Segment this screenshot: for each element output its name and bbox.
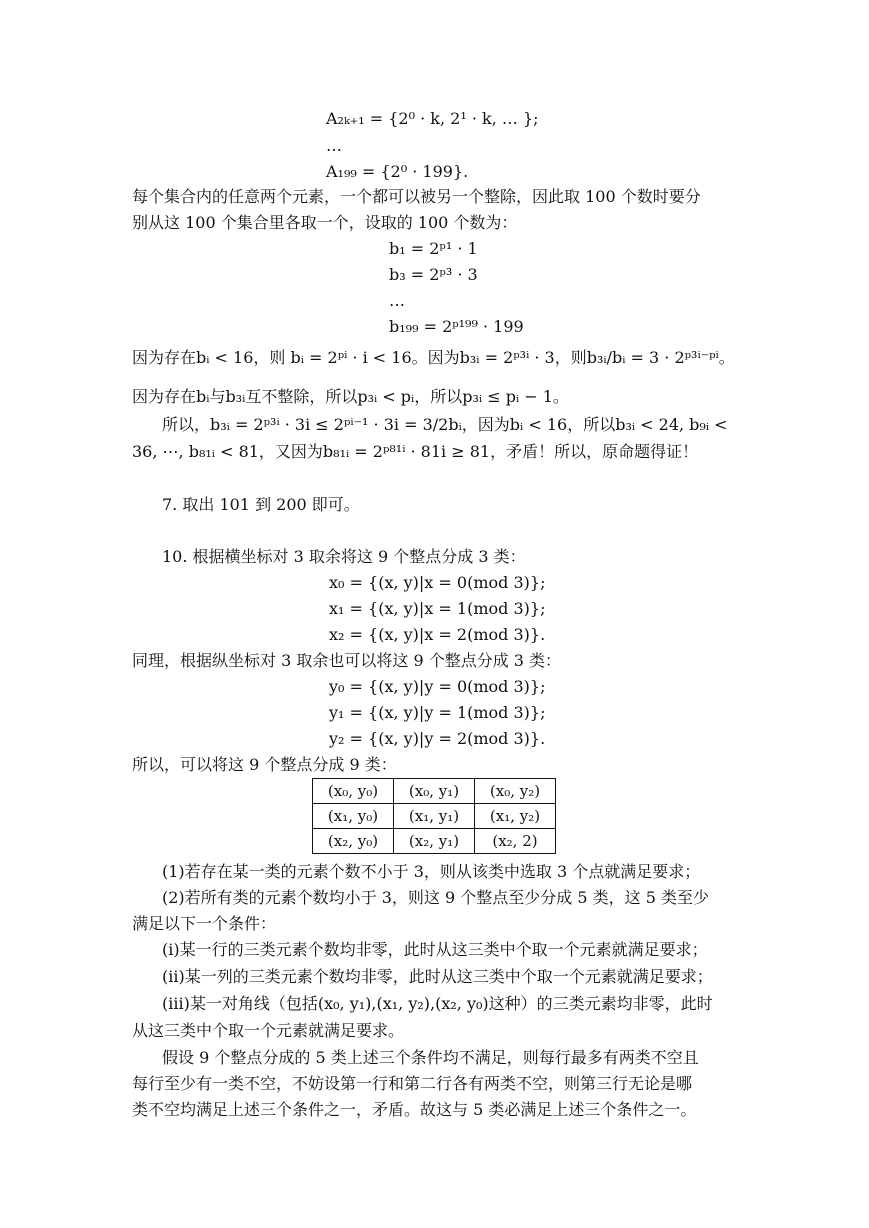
equation-x1: x₁ = {(x, y)|x = 1(mod 3)}; — [329, 599, 546, 618]
equation-y1: y₁ = {(x, y)|y = 1(mod 3)}; — [329, 703, 546, 722]
equation-b1: b₁ = 2ᵖ¹ · 1 — [389, 239, 478, 258]
paragraph-line: 36, ⋯, b₈₁ᵢ < 81，又因为b₈₁ᵢ = 2ᵖ⁸¹ⁱ · 81i ≥ 81，矛盾！所以，原命题得证！ — [132, 442, 699, 461]
set-a199: A₁₉₉ = {2⁰ · 199}. — [326, 162, 469, 181]
paragraph-line: 同理，根据纵坐标对 3 取余也可以将这 9 个整点分成 3 类： — [132, 651, 562, 670]
paragraph-line: (iii)某一对角线（包括(x₀, y₁),(x₁, y₂),(x₂, y₀)这种）的三类元素均非零，此时 — [162, 994, 713, 1013]
table-row — [313, 804, 556, 829]
paragraph-line: 每行至少有一类不空，不妨设第一行和第二行各有两类不空，则第三行无论是哪 — [132, 1074, 693, 1093]
equation-y0: y₀ = {(x, y)|y = 0(mod 3)}; — [329, 677, 546, 696]
table-cell: (x₁, y₀) — [313, 804, 394, 829]
paragraph-line: 因为存在bᵢ与b₃ᵢ互不整除，所以p₃ᵢ < pᵢ，所以p₃ᵢ ≤ pᵢ − 1。 — [132, 387, 569, 406]
answer-7: 7. 取出 101 到 200 即可。 — [162, 495, 360, 514]
paragraph-line: 从这三类中个取一个元素就满足要求。 — [132, 1021, 405, 1040]
equation-b3: b₃ = 2ᵖ³ · 3 — [389, 265, 478, 284]
table-cell: (x₁, y₂) — [475, 804, 556, 829]
equation-x0: x₀ = {(x, y)|x = 0(mod 3)}; — [329, 573, 546, 592]
class-table — [312, 778, 556, 854]
table-cell: (x₁, y₁) — [394, 804, 475, 829]
table-cell: (x₀, y₀) — [313, 779, 394, 804]
equation-x2: x₂ = {(x, y)|x = 2(mod 3)}. — [329, 625, 546, 644]
paragraph-line: 所以，b₃ᵢ = 2ᵖ³ⁱ · 3i ≤ 2ᵖⁱ⁻¹ · 3i = 3/2bᵢ，因为bᵢ < 16，所以b₃ᵢ < 24, b₉ᵢ < — [162, 415, 728, 434]
paragraph-line: (ii)某一列的三类元素个数均非零，此时从这三类中个取一个元素就满足要求； — [162, 967, 713, 986]
paragraph-line: (i)某一行的三类元素个数均非零，此时从这三类中个取一个元素就满足要求； — [162, 940, 708, 959]
paragraph-line: (1)若存在某一类的元素个数不小于 3，则从该类中选取 3 个点就满足要求； — [162, 862, 701, 881]
paragraph-line: 每个集合内的任意两个元素，一个都可以被另一个整除，因此取 100 个数时要分 — [132, 187, 701, 206]
table-cell: (x₀, y₂) — [475, 779, 556, 804]
table-row — [313, 779, 556, 804]
answer-10-intro: 10. 根据横坐标对 3 取余将这 9 个整点分成 3 类： — [162, 547, 526, 566]
set-a2k1: A₂ₖ₊₁ = {2⁰ · k, 2¹ · k, … }; — [326, 109, 539, 128]
table-cell: (x₀, y₁) — [394, 779, 475, 804]
paragraph-line: 类不空均满足上述三个条件之一，矛盾。故这与 5 类必满足上述三个条件之一。 — [132, 1100, 697, 1119]
equation-b199: b₁₉₉ = 2ᵖ¹⁹⁹ · 199 — [389, 317, 524, 336]
paragraph-line: 满足以下一个条件： — [132, 914, 277, 933]
paragraph-line: (2)若所有类的元素个数均小于 3，则这 9 个整点至少分成 5 类，这 5 类至少 — [162, 888, 709, 907]
paragraph-line: 所以，可以将这 9 个整点分成 9 类： — [132, 755, 397, 774]
table-cell: (x₂, 2) — [475, 829, 556, 854]
table-cell: (x₂, y₀) — [313, 829, 394, 854]
paragraph-line: 因为存在bᵢ < 16，则 bᵢ = 2ᵖⁱ · i < 16。因为b₃ᵢ = 2ᵖ³ⁱ · 3，则b₃ᵢ/bᵢ = 3 · 2ᵖ³ⁱ⁻ᵖⁱ。 — [132, 348, 735, 367]
ellipsis: … — [326, 136, 342, 155]
paragraph-line: 别从这 100 个集合里各取一个，设取的 100 个数为： — [132, 213, 518, 232]
paragraph-line: 假设 9 个整点分成的 5 类上述三个条件均不满足，则每行最多有两类不空且 — [162, 1048, 699, 1067]
ellipsis: … — [389, 291, 405, 310]
equation-y2: y₂ = {(x, y)|y = 2(mod 3)}. — [329, 729, 546, 748]
table-cell: (x₂, y₁) — [394, 829, 475, 854]
table-row — [313, 829, 556, 854]
